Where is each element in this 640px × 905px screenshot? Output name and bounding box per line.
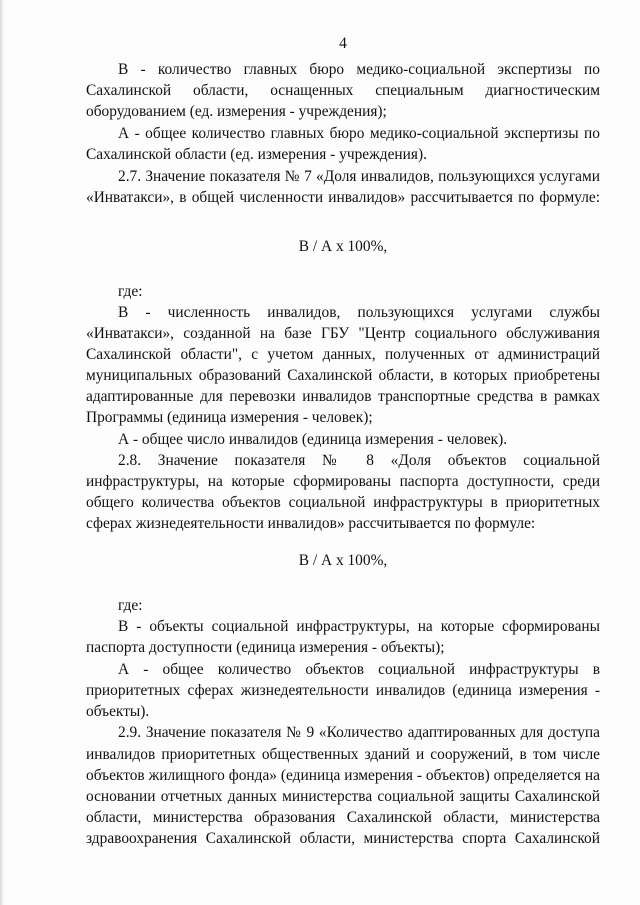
text-line: адаптированные для перевозки инвалидов транспортные средства в рамках	[86, 388, 600, 405]
formula-2-7: В / А х 100%,	[298, 238, 388, 255]
where-label: где:	[118, 597, 143, 614]
text-line: А - общее количество объектов социальной инфраструктуры в	[118, 661, 600, 678]
text-line: инвалидов приоритетных общественных зданий и сооружений, в том числе	[86, 746, 600, 763]
text-line: Программы (единица измерения - человек);	[86, 409, 373, 426]
text-line: основании отчетных данных министерства социальной защиты Сахалинской	[86, 788, 600, 805]
section-2-8-heading: 2.8. Значение показателя № 8 «Доля объектов социальной	[118, 452, 600, 469]
text-line: В - количество главных бюро медико-социальной экспертизы по	[118, 61, 600, 78]
text-line: муниципальных образований Сахалинской области, в которых приобретены	[86, 367, 600, 384]
text-line: инфраструктуры, на которые сформированы паспорта доступности, среди	[86, 473, 600, 490]
where-label: где:	[118, 283, 143, 300]
text-line: сферах жизнедеятельности инвалидов» рассчитывается по формуле:	[86, 515, 536, 532]
text-line: А - общее количество главных бюро медико-социальной экспертизы по	[118, 125, 600, 142]
text-line: объекты).	[86, 703, 150, 720]
text-line: общего количества объектов социальной инфраструктуры в приоритетных	[86, 494, 600, 511]
text-line: Сахалинской области", с учетом данных, полученных от администраций	[86, 346, 600, 363]
text-line: здравоохранения Сахалинской области, министерства спорта Сахалинской	[86, 830, 600, 847]
page-edge-shadow	[0, 0, 4, 905]
page-number: 4	[339, 35, 347, 52]
text-line: объектов жилищного фонда» (единица измерения - объектов) определяется на	[86, 767, 600, 784]
text-line: паспорта доступности (единица измерения - объекты);	[86, 639, 445, 656]
text-line: Сахалинской области (ед. измерения - учреждения).	[86, 146, 427, 163]
text-line: «Инватакси», созданной на базе ГБУ "Центр социального обслуживания	[86, 325, 600, 342]
formula-2-8: В / А х 100%,	[298, 552, 388, 569]
section-2-7-heading: 2.7. Значение показателя № 7 «Доля инвалидов, пользующихся услугами	[118, 168, 600, 185]
text-line: В - численность инвалидов, пользующихся услугами службы	[118, 304, 600, 321]
text-line: оборудованием (ед. измерения - учреждения);	[86, 103, 387, 120]
section-2-9-heading: 2.9. Значение показателя № 9 «Количество адаптированных для доступа	[118, 724, 600, 741]
text-line: области, министерства образования Сахалинской области, министерства	[86, 809, 600, 826]
text-line: В - объекты социальной инфраструктуры, на которые сформированы	[118, 618, 600, 635]
text-line: Сахалинской области, оснащенных специальным диагностическим	[86, 82, 600, 99]
text-line: приоритетных сферах жизнедеятельности инвалидов (единица измерения -	[86, 682, 600, 699]
text-line: А - общее число инвалидов (единица измерения - человек).	[118, 431, 508, 448]
text-line: «Инватакси», в общей численности инвалидов» рассчитывается по формуле:	[86, 189, 600, 206]
